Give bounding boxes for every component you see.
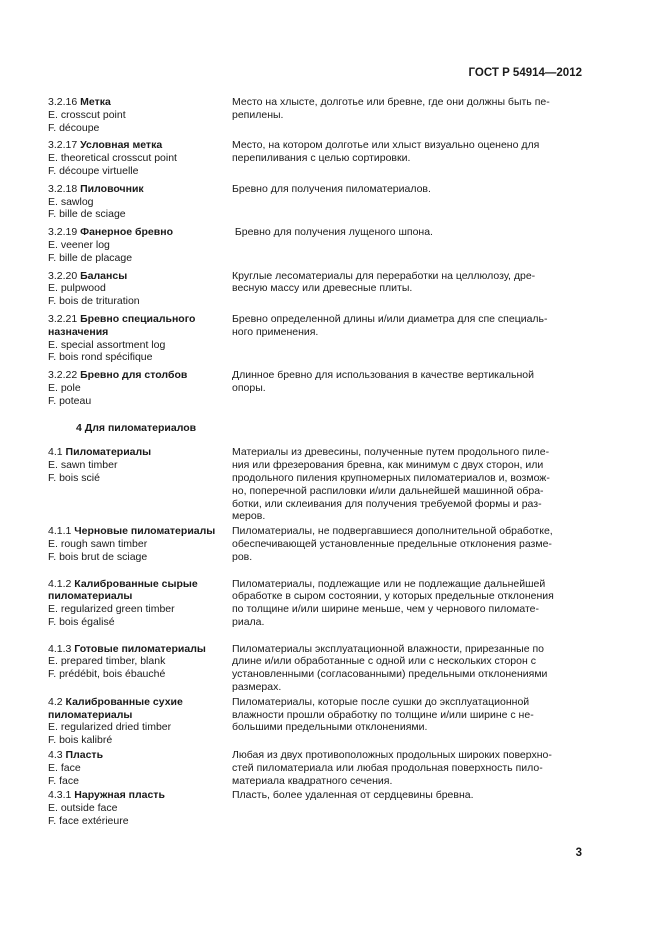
term-heading (48, 183, 232, 196)
term-number: 4.1.3 (48, 642, 72, 655)
term-english: E. veener log (48, 238, 110, 251)
term-block (48, 749, 232, 787)
term-block (48, 270, 232, 308)
term-block (48, 446, 232, 484)
term-french: F. bois scié (48, 471, 100, 484)
page-number: 3 (575, 847, 582, 859)
term-english: E. crosscut point (48, 108, 126, 121)
term-entry-4-3-1 (48, 789, 584, 827)
term-french: F. bois kalibré (48, 734, 113, 747)
term-definition: Пиломатериалы, не подвергавшиеся дополнительной обработке, обеспечивающей установленные предельные отклонения разме- ров. (232, 525, 553, 563)
term-name: Фанерное бревно (80, 226, 173, 239)
term-name: Бревно специального назначения (48, 312, 196, 338)
term-english: E. rough sawn timber (48, 537, 148, 550)
term-french: F. bois rond spécifique (48, 351, 153, 364)
term-french: F. poteau (48, 394, 92, 407)
term-entry-3-2-17 (48, 139, 584, 177)
term-number: 4.1.2 (48, 577, 72, 590)
term-heading (48, 369, 232, 382)
term-entry-3-2-21 (48, 313, 584, 364)
term-block (48, 696, 232, 747)
term-entry-4-1 (48, 446, 584, 523)
document-standard-header: ГОСТ Р 54914—2012 (468, 67, 582, 79)
term-name: Балансы (80, 269, 128, 282)
term-number: 4.1 (48, 446, 63, 459)
term-block (48, 139, 232, 177)
term-block (48, 96, 232, 134)
term-heading (48, 643, 232, 656)
term-number: 3.2.21 (48, 312, 78, 325)
term-french: F. bille de sciage (48, 208, 126, 221)
term-heading (48, 313, 232, 339)
term-english: E. sawn timber (48, 459, 118, 472)
term-entry-3-2-16 (48, 96, 584, 134)
term-definition: Бревно для получения пиломатериалов. (232, 182, 431, 195)
term-english: E. special assortment log (48, 338, 166, 351)
term-number: 4.2 (48, 695, 63, 708)
term-name: Пласть (65, 749, 104, 762)
term-english: E. outside face (48, 802, 118, 815)
term-heading (48, 96, 232, 109)
term-heading (48, 226, 232, 239)
term-name: Готовые пиломатериалы (74, 642, 206, 655)
term-english: E. face (48, 761, 81, 774)
term-block (48, 578, 232, 629)
term-entry-4-1-1 (48, 525, 584, 563)
term-entry-3-2-19 (48, 226, 584, 264)
section-heading: 4 Для пиломатериалов (76, 421, 197, 434)
term-definition: Любая из двух противоположных продольных широких поверхно- стей пиломатериала или любая продольная поверхность пило- материала квадратного сечения. (232, 749, 552, 787)
terms-list (48, 96, 584, 828)
term-heading (48, 270, 232, 283)
term-heading (48, 446, 232, 459)
term-definition: Круглые лесоматериалы для переработки на целлюлозу, дре- весную массу или древесные плиты. (232, 269, 536, 295)
term-name: Пиломатериалы (65, 446, 152, 459)
term-heading (48, 139, 232, 152)
term-name: Пиловочник (80, 182, 144, 195)
term-name: Условная метка (80, 139, 163, 152)
term-name: Калиброванные сырые пиломатериалы (48, 577, 198, 603)
term-name: Метка (80, 96, 111, 108)
term-block (48, 525, 232, 563)
term-number: 3.2.19 (48, 226, 78, 239)
term-definition: Бревно определенной длины и/или диаметра для спе специаль- ного применения. (232, 312, 548, 338)
term-entry-4-2 (48, 696, 584, 747)
term-entry-3-2-22 (48, 369, 584, 407)
term-french: F. découpe virtuelle (48, 164, 139, 177)
term-definition: Длинное бревно для использования в качестве вертикальной опоры. (232, 369, 534, 394)
term-french: F. bille de placage (48, 251, 133, 264)
term-english: E. pulpwood (48, 282, 106, 295)
term-number: 4.1.1 (48, 525, 72, 538)
term-french: F. face (48, 774, 79, 787)
term-block (48, 183, 232, 221)
term-definition: Пиломатериалы, которые после сушки до эксплуатационной влажности прошли обработку по толщине и/или ширине с не- большими предельными отклонениями. (232, 695, 534, 734)
term-heading (48, 696, 232, 722)
term-block (48, 369, 232, 407)
term-block (48, 643, 232, 681)
term-definition: Пиломатериалы, подлежащие или не подлежащие дальнейшей обработке в сыром состоянии, у которых предельные отклонения по толщине и/или ширине меньше, чем у чернового пиломате- риала. (232, 577, 554, 628)
term-definition: Материалы из древесины, полученные путем продольного пиле- ния или фрезерования бревна, как минимум с двух сторон, или продольного пиления крупномерных пиломатериалов и, возмож- но, поперечной распиловки и/или дальнейшей машинной обра- ботки, или склеивания для получения требуемой формы и раз- меров. (232, 446, 550, 523)
term-number: 3.2.18 (48, 182, 78, 195)
term-block (48, 789, 232, 827)
term-english: E. sawlog (48, 195, 94, 208)
term-french: F. prédébit, bois ébauché (48, 668, 166, 681)
term-definition: Пласть, более удаленная от сердцевины бревна. (232, 789, 474, 802)
term-french: F. bois égalisé (48, 615, 115, 628)
term-number: 3.2.22 (48, 369, 78, 382)
term-english: E. theoretical crosscut point (48, 152, 177, 165)
term-number: 3.2.16 (48, 96, 78, 108)
term-english: E. pole (48, 381, 81, 394)
term-heading (48, 789, 232, 802)
term-french: F. découpe (48, 121, 100, 134)
term-definition: Место на хлысте, долготье или бревне, где они должны быть пе- репилены. (232, 96, 550, 121)
term-entry-3-2-18 (48, 183, 584, 221)
term-number: 3.2.20 (48, 269, 78, 282)
term-english: E. regularized green timber (48, 603, 175, 616)
term-entry-4-1-3 (48, 643, 584, 694)
term-entry-4-1-2 (48, 578, 584, 629)
term-name: Калиброванные сухие пиломатериалы (48, 695, 183, 721)
term-heading (48, 525, 232, 538)
term-number: 4.3.1 (48, 789, 72, 802)
term-english: E. prepared timber, blank (48, 655, 166, 668)
term-block (48, 226, 232, 264)
term-definition: Место, на котором долготье или хлыст визуально оценено для перепиливания с целью сортировки. (232, 139, 540, 165)
term-english: E. regularized dried timber (48, 721, 172, 734)
term-name: Бревно для столбов (80, 369, 188, 382)
term-name: Наружная пласть (74, 789, 165, 802)
term-definition: Пиломатериалы эксплуатационной влажности, прирезанные по длине и/или обработанные с одной или с нескольких сторон с установленными (согласованными) предельными отклонениями размерах. (232, 642, 548, 694)
term-heading (48, 578, 232, 604)
term-definition: Бревно для получения лущеного шпона. (232, 226, 433, 239)
term-french: F. face extérieure (48, 815, 129, 828)
term-french: F. bois de trituration (48, 295, 140, 308)
term-french: F. bois brut de sciage (48, 550, 148, 563)
term-entry-3-2-20 (48, 270, 584, 308)
term-entry-4-3 (48, 749, 584, 787)
term-heading (48, 749, 232, 762)
term-block (48, 313, 232, 364)
term-number: 3.2.17 (48, 139, 78, 152)
term-number: 4.3 (48, 749, 63, 762)
term-name: Черновые пиломатериалы (74, 525, 216, 538)
